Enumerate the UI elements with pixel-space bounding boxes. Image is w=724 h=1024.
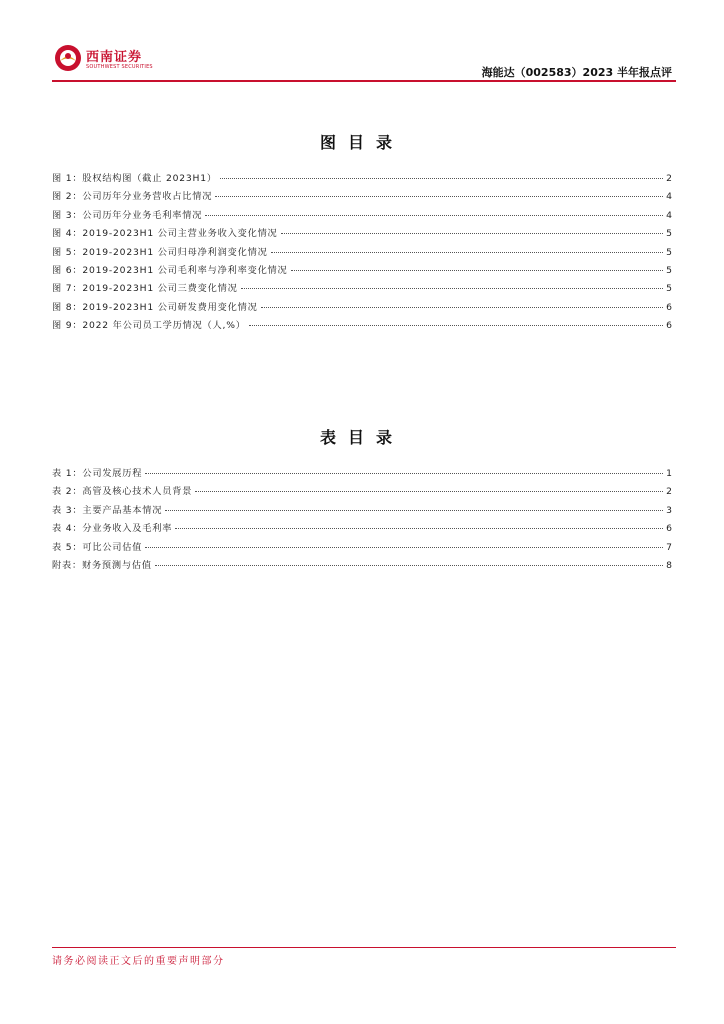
toc-dot-leader [155, 565, 663, 566]
header-divider [52, 80, 676, 82]
toc-entry-label: 表 5：可比公司估值 [52, 541, 143, 553]
toc-entry-label: 表 4：分业务收入及毛利率 [52, 523, 173, 535]
toc-entry-page: 4 [666, 209, 672, 221]
figure-list-title: 图目录 [319, 133, 404, 152]
toc-entry[interactable] [52, 280, 672, 298]
toc-entry-page: 4 [666, 191, 672, 203]
toc-dot-leader [249, 325, 663, 326]
toc-dot-leader [271, 252, 664, 253]
logo-text-en: SOUTHWEST SECURITIES [86, 64, 153, 70]
toc-entry-page: 6 [666, 320, 672, 332]
toc-entry-label: 表 2：高管及核心技术人员背景 [52, 486, 193, 498]
toc-entry-label: 图 6：2019-2023H1 公司毛利率与净利率变化情况 [52, 264, 288, 276]
toc-entry-label: 表 1：公司发展历程 [52, 468, 143, 479]
toc-dot-leader [205, 215, 663, 216]
toc-dot-leader [215, 196, 663, 197]
toc-dot-leader [175, 528, 663, 529]
toc-dot-leader [220, 178, 663, 179]
toc-entry[interactable] [52, 557, 672, 575]
figure-list [52, 170, 672, 336]
toc-entry[interactable] [52, 539, 672, 557]
toc-entry-page: 5 [666, 283, 672, 295]
toc-entry[interactable] [52, 225, 672, 243]
toc-entry-label: 图 3：公司历年分业务毛利率情况 [52, 209, 203, 221]
toc-entry-page: 5 [666, 228, 672, 240]
toc-entry-page: 5 [666, 246, 672, 258]
toc-entry[interactable] [52, 244, 672, 262]
logo-emblem-icon [54, 44, 82, 72]
table-list-title: 表目录 [319, 428, 404, 447]
logo-text-cn: 西南证券 [86, 50, 143, 65]
footer-divider [52, 947, 676, 948]
footer-disclaimer: 请务必阅读正文后的重要声明部分 [52, 956, 225, 967]
toc-entry-label: 图 1：股权结构图（截止 2023H1） [52, 173, 217, 184]
toc-entry[interactable] [52, 502, 672, 520]
toc-entry-label: 图 8：2019-2023H1 公司研发费用变化情况 [52, 301, 258, 313]
toc-entry-page: 6 [666, 523, 672, 535]
toc-entry-label: 表 3：主要产品基本情况 [52, 504, 163, 516]
toc-entry-page: 8 [666, 559, 672, 571]
toc-entry-page: 6 [666, 301, 672, 313]
table-list [52, 465, 672, 575]
toc-entry[interactable] [52, 170, 672, 188]
toc-entry[interactable] [52, 207, 672, 225]
company-logo [54, 44, 164, 74]
toc-dot-leader [241, 288, 664, 289]
toc-entry-page: 2 [666, 486, 672, 498]
toc-dot-leader [195, 491, 663, 492]
toc-entry-label: 图 5：2019-2023H1 公司归母净利润变化情况 [52, 246, 268, 258]
toc-entry-page: 2 [666, 173, 672, 184]
toc-entry-page: 5 [666, 264, 672, 276]
toc-dot-leader [145, 473, 663, 474]
toc-dot-leader [261, 307, 664, 308]
toc-entry-label: 图 9：2022 年公司员工学历情况（人,%） [52, 320, 246, 332]
toc-dot-leader [145, 547, 663, 548]
toc-dot-leader [165, 510, 663, 511]
toc-entry[interactable] [52, 262, 672, 280]
toc-entry-page: 7 [666, 541, 672, 553]
toc-entry-page: 1 [666, 468, 672, 479]
toc-dot-leader [291, 270, 664, 271]
toc-entry[interactable] [52, 465, 672, 483]
toc-entry-page: 3 [666, 504, 672, 516]
toc-entry[interactable] [52, 520, 672, 538]
report-header-title: 海能达（002583）2023 半年报点评 [481, 66, 672, 79]
toc-entry-label: 图 2：公司历年分业务营收占比情况 [52, 191, 213, 203]
toc-dot-leader [281, 233, 664, 234]
toc-entry[interactable] [52, 188, 672, 206]
toc-entry-label: 图 7：2019-2023H1 公司三费变化情况 [52, 283, 238, 295]
toc-entry[interactable] [52, 317, 672, 335]
toc-entry-label: 附表：财务预测与估值 [52, 559, 152, 571]
toc-entry[interactable] [52, 299, 672, 317]
toc-entry-label: 图 4：2019-2023H1 公司主营业务收入变化情况 [52, 228, 278, 240]
toc-entry[interactable] [52, 483, 672, 501]
